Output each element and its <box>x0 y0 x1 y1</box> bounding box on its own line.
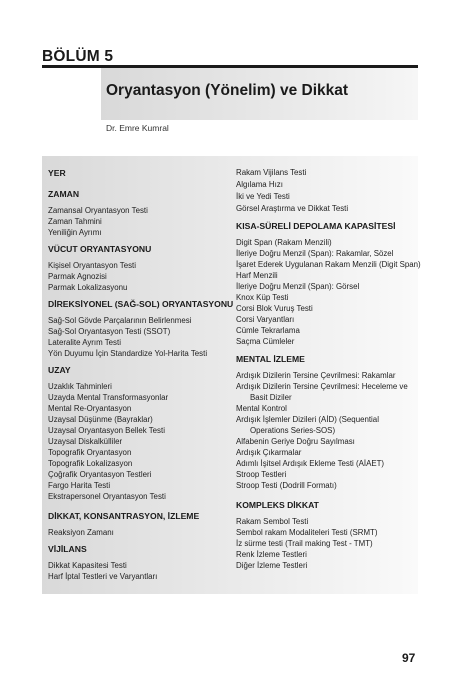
section-heading-vijilans: VİJİLANS <box>48 544 87 554</box>
list-item: Yön Duyumu İçin Standardize Yol-Harita Testi <box>48 349 208 358</box>
contents-box <box>42 156 421 594</box>
list-item: Sağ-Sol Gövde Parçalarının Belirlenmesi <box>48 316 192 325</box>
list-item: Görsel Araştırma ve Dikkat Testi <box>236 204 349 213</box>
section-heading-vucut: VÜCUT ORYANTASYONU <box>48 244 152 254</box>
list-item: Stroop Testi (Dodrill Formatı) <box>236 481 337 490</box>
list-item: Corsi Varyantları <box>236 315 295 324</box>
list-item: Topografik Lokalizasyon <box>48 459 133 468</box>
list-item: Uzayda Mental Transformasyonlar <box>48 393 169 402</box>
list-item: Uzaklık Tahminleri <box>48 382 112 391</box>
list-item: Sembol rakam Modaliteleri Testi (SRMT) <box>236 528 378 537</box>
list-item: İşaret Ederek Uygulanan Rakam Menzili (Digit Span) <box>236 260 421 269</box>
chapter-title: Oryantasyon (Yönelim) ve Dikkat <box>106 82 349 99</box>
list-item: İki ve Yedi Testi <box>236 192 290 201</box>
list-item: Ardışık Dizilerin Tersine Çevrilmesi: Rakamlar <box>236 371 396 380</box>
list-item: Parmak Lokalizasyonu <box>48 283 128 292</box>
list-item: Digit Span (Rakam Menzili) <box>236 238 332 247</box>
list-item: Uzaysal Düşünme (Bayraklar) <box>48 415 153 424</box>
list-item: Mental Kontrol <box>236 404 287 413</box>
list-item: Mental Re-Oryantasyon <box>48 404 132 413</box>
list-item: Yeniliğin Ayrımı <box>48 228 102 237</box>
section-heading-direksiyonel: DİREKSİYONEL (SAĞ-SOL) ORYANTASYONU <box>48 299 234 309</box>
list-item: Rakam Vijilans Testi <box>236 168 307 177</box>
list-item: Adımlı İşitsel Ardışık Ekleme Testi (AİAET) <box>236 459 385 468</box>
list-item: Reaksiyon Zamanı <box>48 528 114 537</box>
list-item: Knox Küp Testi <box>236 293 289 302</box>
list-item: Saçma Cümleler <box>236 337 295 346</box>
list-item: Dikkat Kapasitesi Testi <box>48 561 127 570</box>
list-item: Ardışık İşlemler Dizileri (AİD) (Sequential <box>236 415 379 424</box>
list-item: Sağ-Sol Oryantasyon Testi (SSOT) <box>48 327 171 336</box>
section-heading-uzay: UZAY <box>48 365 71 375</box>
list-item: İleriye Doğru Menzil (Span): Rakamlar, Sözel <box>236 249 394 258</box>
section-heading-yer: YER <box>48 168 66 178</box>
list-item: İleriye Doğru Menzil (Span): Görsel <box>236 282 360 291</box>
list-item: Basit Diziler <box>250 393 292 402</box>
section-heading-mental: MENTAL İZLEME <box>236 354 305 364</box>
list-item: Lateralite Ayrım Testi <box>48 338 121 347</box>
list-item: Cümle Tekrarlama <box>236 326 300 335</box>
list-item: Harf Menzili <box>236 271 278 280</box>
list-item: Ardışık Dizilerin Tersine Çevrilmesi: Heceleme ve <box>236 382 408 391</box>
section-heading-dikkat: DİKKAT, KONSANTRASYON, İZLEME <box>48 511 200 521</box>
list-item: Stroop Testleri <box>236 470 287 479</box>
list-item: Kişisel Oryantasyon Testi <box>48 261 137 270</box>
section-heading-kisa-sureli: KISA-SÜRELİ DEPOLAMA KAPASİTESİ <box>236 221 396 231</box>
chapter-label: BÖLÜM 5 <box>42 48 114 65</box>
list-item: Harf İptal Testleri ve Varyantları <box>48 572 158 581</box>
author: Dr. Emre Kumral <box>106 123 169 133</box>
section-heading-zaman: ZAMAN <box>48 189 80 199</box>
list-item: Ekstrapersonel Oryantasyon Testi <box>48 492 166 501</box>
list-item: Ardışık Çıkarmalar <box>236 448 302 457</box>
section-heading-kompleks: KOMPLEKS DİKKAT <box>236 500 319 510</box>
page-number: 97 <box>402 651 416 665</box>
list-item: Diğer İzleme Testleri <box>236 561 308 570</box>
list-item: Zamansal Oryantasyon Testi <box>48 206 148 215</box>
list-item: Topografik Oryantasyon <box>48 448 132 457</box>
list-item: Algılama Hızı <box>236 180 283 189</box>
list-item: Parmak Agnozisi <box>48 272 107 281</box>
list-item: Operations Series-SOS) <box>250 426 336 435</box>
list-item: Fargo Harita Testi <box>48 481 111 490</box>
list-item: Uzaysal Diskalkülliler <box>48 437 123 446</box>
list-item: Corsi Blok Vuruş Testi <box>236 304 313 313</box>
list-item: Çoğrafik Oryantasyon Testleri <box>48 470 152 479</box>
list-item: İz sürme testi (Trail making Test - TMT) <box>236 539 373 548</box>
list-item: Alfabenin Geriye Doğru Sayılması <box>236 437 355 446</box>
list-item: Renk İzleme Testleri <box>236 550 307 559</box>
list-item: Uzaysal Oryantasyon Bellek Testi <box>48 426 165 435</box>
list-item: Zaman Tahmini <box>48 217 102 226</box>
list-item: Rakam Sembol Testi <box>236 517 309 526</box>
